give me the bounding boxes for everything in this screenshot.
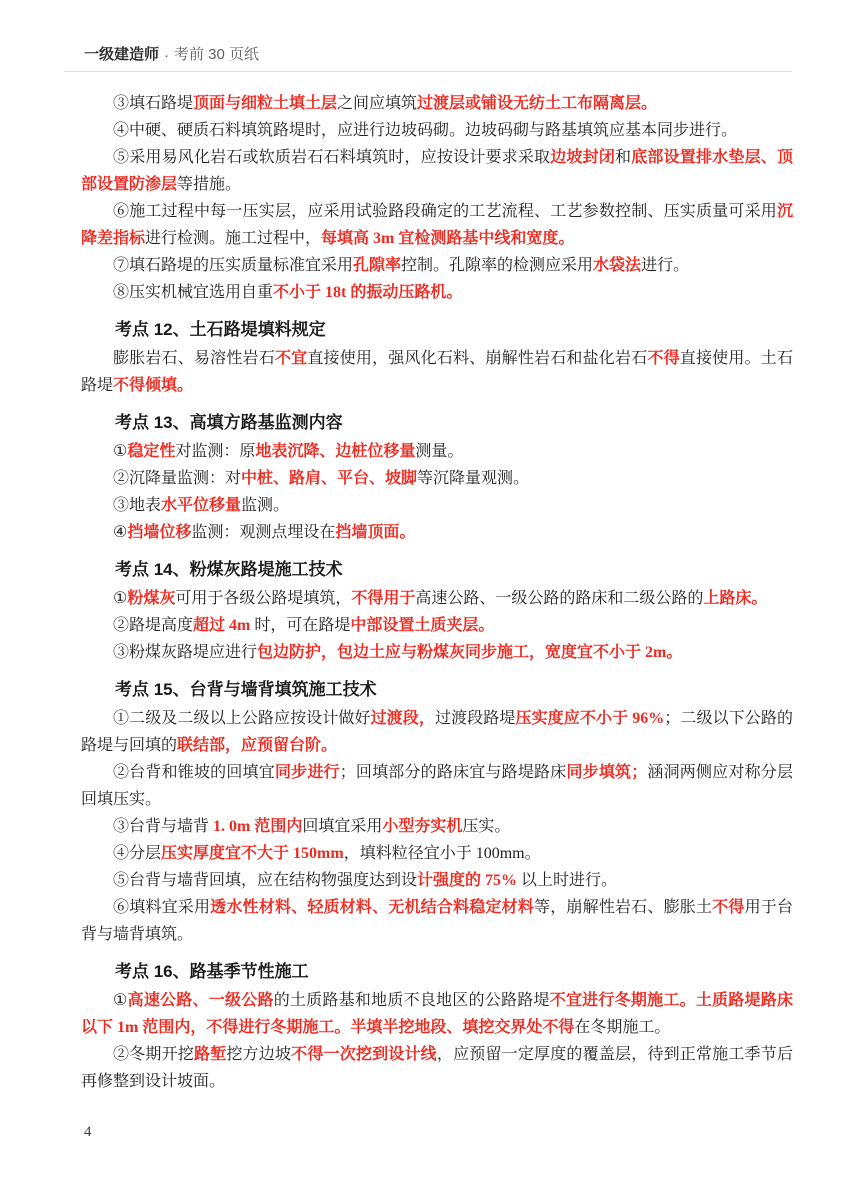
text-segment: 压实厚度宜不大于 150mm <box>161 845 344 862</box>
paragraph <box>81 987 793 1041</box>
text-segment: ① <box>113 992 128 1009</box>
text-segment: 过渡段路堤 <box>434 710 516 727</box>
text-segment: 每填高 3m 宜检测路基中线和宽度。 <box>321 230 575 247</box>
text-segment: 1. 0m 范围内 <box>213 818 303 835</box>
text-segment: ① <box>113 443 128 460</box>
text-segment: 不得用于 <box>351 590 416 607</box>
header-subtitle: 考前 30 页纸 <box>174 46 260 63</box>
paragraph <box>81 279 793 306</box>
text-segment: ⑥施工过程中每一压实层，应采用试验路段确定的工艺流程、工艺参数控制、压实质量可采用 <box>113 203 777 220</box>
paragraph <box>81 438 793 465</box>
text-segment: 过渡层或铺设无纺土工布隔离层。 <box>417 95 658 112</box>
paragraph <box>81 705 793 759</box>
text-segment: 挡墙位移 <box>127 524 192 541</box>
paragraph <box>81 639 793 666</box>
text-segment: 以上时进行。 <box>517 872 618 889</box>
topic-heading: 考点 14、粉煤灰路堤施工技术 <box>115 560 343 579</box>
text-segment: 高速公路、一级公路的路床和二级公路的 <box>415 590 704 607</box>
text-segment: ②台背和锥坡的回填宜 <box>113 764 275 781</box>
text-segment: 监测。 <box>241 497 290 514</box>
paragraph <box>81 144 793 198</box>
paragraph <box>81 1041 793 1095</box>
text-segment: 直接使用，强风化石料、崩解性岩石和盐化岩石 <box>307 350 648 367</box>
text-segment: ⑤台背与墙背回填，应在结构物强度达到设 <box>113 872 418 889</box>
text-segment: ⑤采用易风化岩石或软质岩石石料填筑时，应按设计要求采取 <box>113 149 551 166</box>
text-segment: ③台背与墙背 <box>113 818 214 835</box>
text-segment: ④ <box>113 524 128 541</box>
text-segment: ，应预留一定厚度的覆盖层，待到正常施工季节后再修整到设计坡面。 <box>81 1046 793 1090</box>
text-segment: 等措施。 <box>177 176 242 193</box>
text-segment: 小型夯实机 <box>382 818 463 835</box>
text-segment: 用于台背与墙背填筑。 <box>81 899 793 943</box>
text-segment: 透水性材料、轻质材料、无机结合料稳定材料 <box>210 899 535 916</box>
text-segment: 压实。 <box>462 818 511 835</box>
text-segment: 计强度的 75% <box>417 872 518 889</box>
text-segment: 不小于 18t 的振动压路机。 <box>273 284 463 301</box>
text-segment: ④中硬、硬质石料填筑路堤时，应进行边坡码砌。边坡码砌与路基填筑应基本同步进行。 <box>113 122 738 139</box>
text-segment: 进行。 <box>641 257 690 274</box>
text-segment: 孔隙率 <box>353 257 402 274</box>
header-separator: · <box>164 47 170 64</box>
text-segment: 可用于各级公路堤填筑， <box>175 590 352 607</box>
text-segment: 不宜 <box>274 350 308 367</box>
text-segment: 边坡封闭 <box>550 149 616 166</box>
paragraph <box>81 117 793 144</box>
paragraph <box>81 612 793 639</box>
text-segment: 联结部，应预留台阶。 <box>177 737 338 754</box>
text-segment: ③地表 <box>113 497 162 514</box>
text-segment: 压实度应不小于 96% <box>515 710 665 727</box>
paragraph <box>81 585 793 612</box>
text-segment: ① <box>113 590 128 607</box>
text-segment: 路堑 <box>193 1046 227 1063</box>
text-segment: 水平位移量 <box>161 497 242 514</box>
text-segment: 时，可在路堤 <box>250 617 351 634</box>
text-segment: 测量。 <box>415 443 464 460</box>
text-segment: 不得一次挖到设计线 <box>291 1046 437 1063</box>
text-segment: ④分层 <box>113 845 162 862</box>
paragraph <box>81 840 793 867</box>
text-segment: ；回填部分的路床宜与路堤路床 <box>339 764 567 781</box>
text-segment: 和 <box>615 149 632 166</box>
text-segment: 对监测：原 <box>175 443 256 460</box>
paragraph <box>81 519 793 546</box>
topic-heading: 考点 12、土石路堤填料规定 <box>115 320 326 339</box>
text-segment: 在冬期施工。 <box>574 1019 671 1036</box>
text-segment: ①二级及二级以上公路应按设计做好 <box>113 710 371 727</box>
text-segment: 中桩、路肩、平台、坡脚 <box>241 470 418 487</box>
text-segment: 包边防护，包边土应与粉煤灰同步施工，宽度宜不小于 2m。 <box>257 644 683 661</box>
text-segment: 等，崩解性岩石、膨胀土 <box>534 899 713 916</box>
text-segment: ②冬期开挖 <box>113 1046 194 1063</box>
page-header <box>64 0 792 72</box>
paragraph <box>81 345 793 399</box>
text-segment: 中部设置土质夹层。 <box>350 617 495 634</box>
text-segment: ⑧压实机械宜选用自重 <box>113 284 274 301</box>
topic-heading: 考点 16、路基季节性施工 <box>115 962 309 981</box>
header-brand: 一级建造师 <box>84 46 160 63</box>
topic-heading: 考点 13、高填方路基监测内容 <box>115 413 343 432</box>
text-segment: 上路床。 <box>703 590 768 607</box>
text-segment: 膨胀岩石、易溶性岩石 <box>113 350 275 367</box>
text-segment: 挖方边坡 <box>226 1046 292 1063</box>
text-segment: 过渡段， <box>370 710 435 727</box>
paragraph <box>81 252 793 279</box>
text-segment: 高速公路、一级公路 <box>127 992 274 1009</box>
text-segment: 不得倾填。 <box>113 377 194 394</box>
page-body <box>81 90 793 1095</box>
text-segment: 同步填筑； <box>566 764 648 781</box>
text-segment: 进行检测。施工过程中， <box>145 230 322 247</box>
paragraph <box>81 90 793 117</box>
text-segment: 粉煤灰 <box>127 590 176 607</box>
text-segment: ②路堤高度 <box>113 617 194 634</box>
text-segment: 之间应填筑 <box>337 95 418 112</box>
paragraph <box>81 894 793 948</box>
text-segment: 监测：观测点埋设在 <box>191 524 336 541</box>
text-segment: 不得 <box>647 350 680 367</box>
paragraph <box>81 813 793 840</box>
text-segment: ③粉煤灰路堤应进行 <box>113 644 258 661</box>
text-segment: 等沉降量观测。 <box>417 470 530 487</box>
text-segment: 水袋法 <box>593 257 642 274</box>
paragraph <box>81 759 793 813</box>
text-segment: 超过 4m <box>193 617 251 634</box>
text-segment: 底部设置排水垫层、顶部设置防渗层 <box>81 149 793 193</box>
text-segment: 同步进行 <box>274 764 340 781</box>
paragraph <box>81 492 793 519</box>
paragraph <box>81 198 793 252</box>
topic-heading: 考点 15、台背与墙背填筑施工技术 <box>115 680 377 699</box>
paragraph <box>81 867 793 894</box>
text-segment: ②沉降量监测：对 <box>113 470 242 487</box>
text-segment: 地表沉降、边桩位移量 <box>255 443 416 460</box>
text-segment: 挡墙顶面。 <box>335 524 416 541</box>
text-segment: 的土质路基和地质不良地区的公路路堤 <box>273 992 550 1009</box>
text-segment: ⑥填料宜采用 <box>113 899 211 916</box>
page-number: 4 <box>84 1124 92 1140</box>
text-segment: ⑦填石路堤的压实质量标准宜采用 <box>113 257 354 274</box>
text-segment: 稳定性 <box>127 443 176 460</box>
text-segment: ③填石路堤 <box>113 95 194 112</box>
text-segment: 控制。孔隙率的检测应采用 <box>401 257 594 274</box>
text-segment: 不得 <box>712 899 745 916</box>
text-segment: 直接使用。土石路堤 <box>81 350 793 394</box>
text-segment: ，填料粒径宜小于 100mm。 <box>343 845 541 862</box>
text-segment: 涵洞两侧应对称分层回填压实。 <box>81 764 793 808</box>
paragraph <box>81 465 793 492</box>
text-segment: 不宜进行冬期施工。土质路堤路床以下 1m 范围内，不得进行冬期施工。半填半挖地段、填挖交界处不得 <box>81 992 793 1036</box>
text-segment: 回填宜采用 <box>302 818 383 835</box>
text-segment: 沉降差指标 <box>81 203 793 247</box>
text-segment: ；二级以下公路的路堤与回填的 <box>81 710 793 754</box>
text-segment: 顶面与细粒土填土层 <box>193 95 338 112</box>
